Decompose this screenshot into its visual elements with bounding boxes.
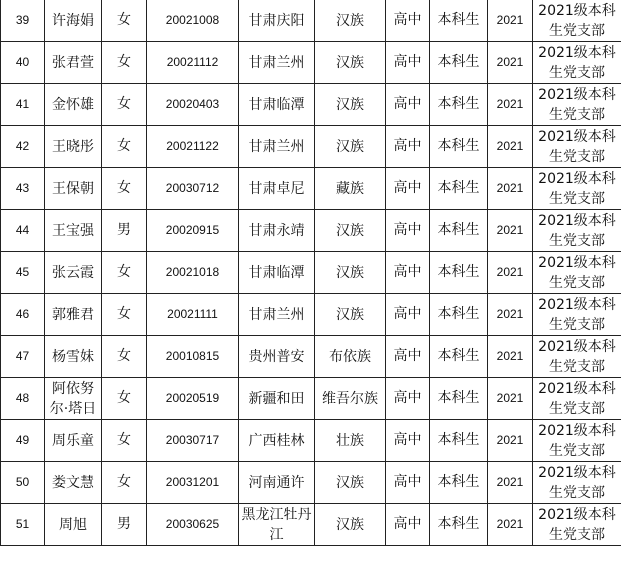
- table-row: [1, 168, 621, 210]
- grade-year-cell: 2021: [488, 336, 533, 378]
- ethnicity-cell: 汉族: [315, 504, 386, 546]
- ethnicity-cell: 布依族: [315, 336, 386, 378]
- table-row: [1, 420, 621, 462]
- education-cell: 高中: [386, 42, 430, 84]
- origin-cell: 河南通许: [239, 462, 315, 504]
- name-cell: 王晓彤: [45, 126, 102, 168]
- birth-date-cell: 20021111: [147, 294, 239, 336]
- ethnicity-cell: 壮族: [315, 420, 386, 462]
- grade-year-cell: 2021: [488, 0, 533, 42]
- party-branch-cell: 2021级本科生党支部: [533, 462, 621, 504]
- ethnicity-cell: 汉族: [315, 462, 386, 504]
- row-number-cell: 49: [1, 420, 45, 462]
- party-branch-cell: 2021级本科生党支部: [533, 126, 621, 168]
- birth-date-cell: 20020915: [147, 210, 239, 252]
- name-cell: 周乐童: [45, 420, 102, 462]
- name-cell: 金怀雄: [45, 84, 102, 126]
- grade-year-cell: 2021: [488, 84, 533, 126]
- row-number-cell: 51: [1, 504, 45, 546]
- origin-cell: 甘肃兰州: [239, 126, 315, 168]
- grade-year-cell: 2021: [488, 504, 533, 546]
- education-cell: 高中: [386, 126, 430, 168]
- education-cell: 高中: [386, 462, 430, 504]
- ethnicity-cell: 汉族: [315, 252, 386, 294]
- gender-cell: 女: [102, 168, 147, 210]
- party-branch-cell: 2021级本科生党支部: [533, 42, 621, 84]
- ethnicity-cell: 汉族: [315, 0, 386, 42]
- education-cell: 高中: [386, 504, 430, 546]
- row-number-cell: 41: [1, 84, 45, 126]
- student-level-cell: 本科生: [430, 378, 488, 420]
- education-cell: 高中: [386, 420, 430, 462]
- name-cell: 张君萱: [45, 42, 102, 84]
- student-level-cell: 本科生: [430, 42, 488, 84]
- birth-date-cell: 20021008: [147, 0, 239, 42]
- origin-cell: 甘肃庆阳: [239, 0, 315, 42]
- ethnicity-cell: 维吾尔族: [315, 378, 386, 420]
- table-row: [1, 126, 621, 168]
- party-branch-cell: 2021级本科生党支部: [533, 0, 621, 42]
- origin-cell: 甘肃永靖: [239, 210, 315, 252]
- ethnicity-cell: 汉族: [315, 84, 386, 126]
- party-branch-cell: 2021级本科生党支部: [533, 378, 621, 420]
- gender-cell: 男: [102, 504, 147, 546]
- origin-cell: 广西桂林: [239, 420, 315, 462]
- party-branch-cell: 2021级本科生党支部: [533, 168, 621, 210]
- student-level-cell: 本科生: [430, 504, 488, 546]
- student-level-cell: 本科生: [430, 0, 488, 42]
- education-cell: 高中: [386, 294, 430, 336]
- table-row: [1, 42, 621, 84]
- name-cell: 周旭: [45, 504, 102, 546]
- name-cell: 杨雪妹: [45, 336, 102, 378]
- table-row: [1, 462, 621, 504]
- student-level-cell: 本科生: [430, 294, 488, 336]
- row-number-cell: 44: [1, 210, 45, 252]
- table-row: [1, 252, 621, 294]
- origin-cell: 甘肃卓尼: [239, 168, 315, 210]
- origin-cell: 甘肃临潭: [239, 252, 315, 294]
- student-level-cell: 本科生: [430, 252, 488, 294]
- gender-cell: 女: [102, 0, 147, 42]
- row-number-cell: 43: [1, 168, 45, 210]
- origin-cell: 新疆和田: [239, 378, 315, 420]
- row-number-cell: 47: [1, 336, 45, 378]
- ethnicity-cell: 汉族: [315, 210, 386, 252]
- gender-cell: 女: [102, 336, 147, 378]
- row-number-cell: 40: [1, 42, 45, 84]
- name-cell: 郭雅君: [45, 294, 102, 336]
- ethnicity-cell: 汉族: [315, 294, 386, 336]
- name-cell: 张云霞: [45, 252, 102, 294]
- table-row: [1, 294, 621, 336]
- name-cell: 娄文慧: [45, 462, 102, 504]
- grade-year-cell: 2021: [488, 126, 533, 168]
- birth-date-cell: 20021112: [147, 42, 239, 84]
- gender-cell: 女: [102, 378, 147, 420]
- grade-year-cell: 2021: [488, 420, 533, 462]
- table-row: [1, 378, 621, 420]
- origin-cell: 甘肃兰州: [239, 42, 315, 84]
- origin-cell: 甘肃临潭: [239, 84, 315, 126]
- education-cell: 高中: [386, 84, 430, 126]
- row-number-cell: 46: [1, 294, 45, 336]
- student-level-cell: 本科生: [430, 210, 488, 252]
- name-cell: 阿依努尔·塔日: [45, 378, 102, 420]
- birth-date-cell: 20020403: [147, 84, 239, 126]
- education-cell: 高中: [386, 252, 430, 294]
- student-level-cell: 本科生: [430, 168, 488, 210]
- origin-cell: 甘肃兰州: [239, 294, 315, 336]
- education-cell: 高中: [386, 168, 430, 210]
- origin-cell: 黑龙江牡丹江: [239, 504, 315, 546]
- ethnicity-cell: 汉族: [315, 126, 386, 168]
- party-branch-cell: 2021级本科生党支部: [533, 504, 621, 546]
- education-cell: 高中: [386, 0, 430, 42]
- party-branch-cell: 2021级本科生党支部: [533, 252, 621, 294]
- grade-year-cell: 2021: [488, 378, 533, 420]
- table-row: [1, 336, 621, 378]
- education-cell: 高中: [386, 336, 430, 378]
- name-cell: 许海娟: [45, 0, 102, 42]
- name-cell: 王保朝: [45, 168, 102, 210]
- birth-date-cell: 20030712: [147, 168, 239, 210]
- student-level-cell: 本科生: [430, 126, 488, 168]
- birth-date-cell: 20021018: [147, 252, 239, 294]
- student-level-cell: 本科生: [430, 336, 488, 378]
- table-row: [1, 84, 621, 126]
- table-row: [1, 504, 621, 546]
- ethnicity-cell: 汉族: [315, 42, 386, 84]
- table-row: [1, 0, 621, 42]
- grade-year-cell: 2021: [488, 294, 533, 336]
- education-cell: 高中: [386, 210, 430, 252]
- party-branch-cell: 2021级本科生党支部: [533, 420, 621, 462]
- birth-date-cell: 20031201: [147, 462, 239, 504]
- table-row: [1, 210, 621, 252]
- grade-year-cell: 2021: [488, 210, 533, 252]
- student-level-cell: 本科生: [430, 84, 488, 126]
- party-branch-cell: 2021级本科生党支部: [533, 84, 621, 126]
- party-branch-cell: 2021级本科生党支部: [533, 336, 621, 378]
- grade-year-cell: 2021: [488, 42, 533, 84]
- grade-year-cell: 2021: [488, 168, 533, 210]
- row-number-cell: 50: [1, 462, 45, 504]
- student-level-cell: 本科生: [430, 420, 488, 462]
- grade-year-cell: 2021: [488, 252, 533, 294]
- origin-cell: 贵州普安: [239, 336, 315, 378]
- gender-cell: 女: [102, 294, 147, 336]
- birth-date-cell: 20021122: [147, 126, 239, 168]
- ethnicity-cell: 藏族: [315, 168, 386, 210]
- party-branch-cell: 2021级本科生党支部: [533, 210, 621, 252]
- grade-year-cell: 2021: [488, 462, 533, 504]
- gender-cell: 女: [102, 42, 147, 84]
- birth-date-cell: 20030625: [147, 504, 239, 546]
- row-number-cell: 39: [1, 0, 45, 42]
- party-branch-cell: 2021级本科生党支部: [533, 294, 621, 336]
- student-level-cell: 本科生: [430, 462, 488, 504]
- row-number-cell: 48: [1, 378, 45, 420]
- gender-cell: 女: [102, 462, 147, 504]
- gender-cell: 女: [102, 252, 147, 294]
- gender-cell: 男: [102, 210, 147, 252]
- row-number-cell: 45: [1, 252, 45, 294]
- gender-cell: 女: [102, 126, 147, 168]
- education-cell: 高中: [386, 378, 430, 420]
- birth-date-cell: 20010815: [147, 336, 239, 378]
- gender-cell: 女: [102, 420, 147, 462]
- birth-date-cell: 20020519: [147, 378, 239, 420]
- row-number-cell: 42: [1, 126, 45, 168]
- gender-cell: 女: [102, 84, 147, 126]
- birth-date-cell: 20030717: [147, 420, 239, 462]
- name-cell: 王宝强: [45, 210, 102, 252]
- roster-body: [1, 0, 621, 546]
